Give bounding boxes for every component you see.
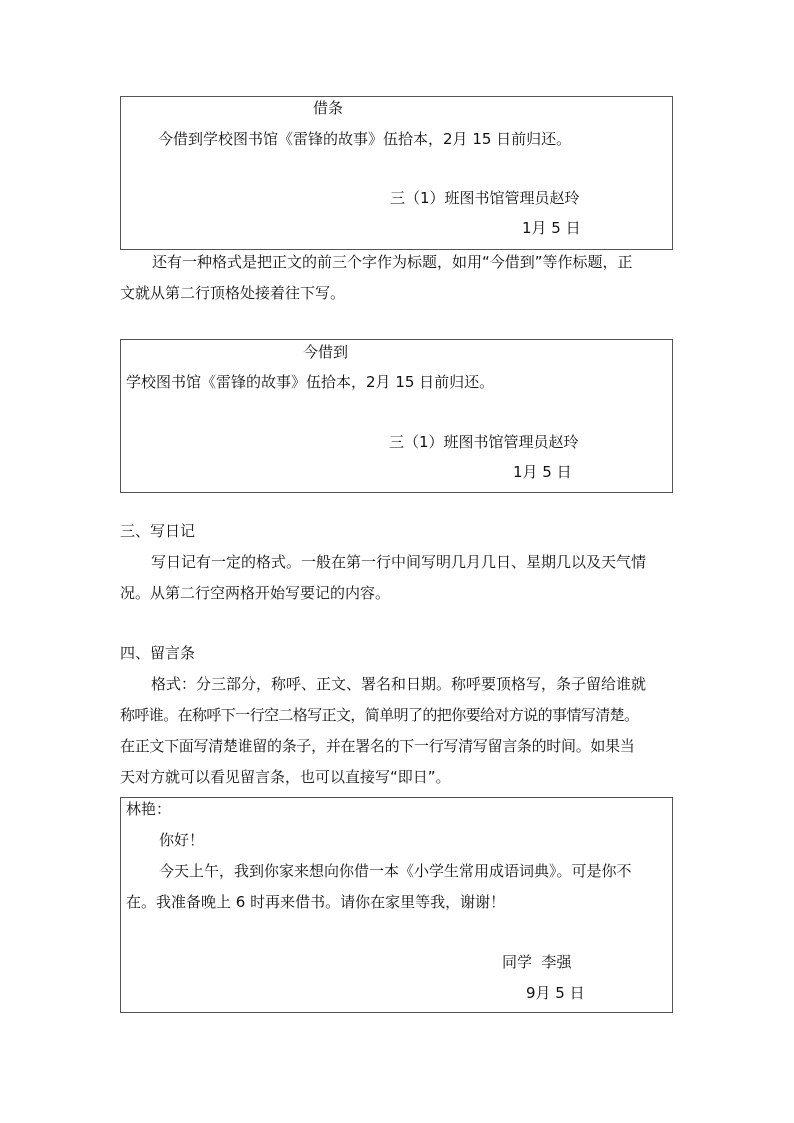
message-note-salutation: 林艳： [126, 800, 172, 818]
borrow-note-signature: 三（1）班图书馆管理员赵玲 [389, 433, 579, 451]
message-note-body-line1: 今天上午，我到你家来想向你借一本《小学生常用成语词典》。可是你不 [159, 862, 632, 880]
section-message-line4: 天对方就可以看见留言条，也可以直接写“即日”。 [120, 768, 451, 786]
section-message-line2: 称呼谁。在称呼下一行空二格写正文，简单明了的把你要给对方说的事情写清楚。 [120, 706, 639, 724]
iou-note-box [120, 96, 673, 250]
message-note-body-line2: 在。我准备晚上 6 时再来借书。请你在家里等我，谢谢！ [126, 893, 506, 911]
section-message-line3: 在正文下面写清楚谁留的条子，并在署名的下一行写清写留言条的时间。如果当 [120, 737, 635, 755]
section-diary-line1: 写日记有一定的格式。一般在第一行中间写明几月几日、星期几以及天气情 [151, 553, 647, 571]
message-note-signature: 同学 李强 [502, 953, 572, 971]
section-message-heading: 四、留言条 [120, 644, 196, 662]
iou-note-body: 今借到学校图书馆《雷锋的故事》伍拾本，2月 15 日前归还。 [158, 130, 572, 148]
section-diary-heading: 三、写日记 [120, 522, 196, 540]
section-message-line1: 格式：分三部分，称呼、正文、署名和日期。称呼要顶格写，条子留给谁就 [151, 675, 647, 693]
borrow-note-box [120, 339, 673, 493]
message-note-date: 9月 5 日 [526, 984, 585, 1002]
iou-note-signature: 三（1）班图书馆管理员赵玲 [390, 189, 580, 207]
alt-format-paragraph-line1: 还有一种格式是把正文的前三个字作为标题，如用“今借到”等作标题，正 [152, 253, 633, 271]
section-diary-line2: 况。从第二行空两格开始写要记的内容。 [120, 584, 391, 602]
iou-note-title: 借条 [313, 99, 344, 117]
alt-format-paragraph-line2: 文就从第二行顶格处接着往下写。 [120, 284, 346, 302]
message-note-greeting: 你好！ [159, 831, 205, 849]
borrow-note-title: 今借到 [303, 343, 349, 361]
iou-note-date: 1月 5 日 [522, 219, 581, 237]
borrow-note-body: 学校图书馆《雷锋的故事》伍拾本，2月 15 日前归还。 [126, 373, 495, 391]
borrow-note-date: 1月 5 日 [513, 463, 572, 481]
